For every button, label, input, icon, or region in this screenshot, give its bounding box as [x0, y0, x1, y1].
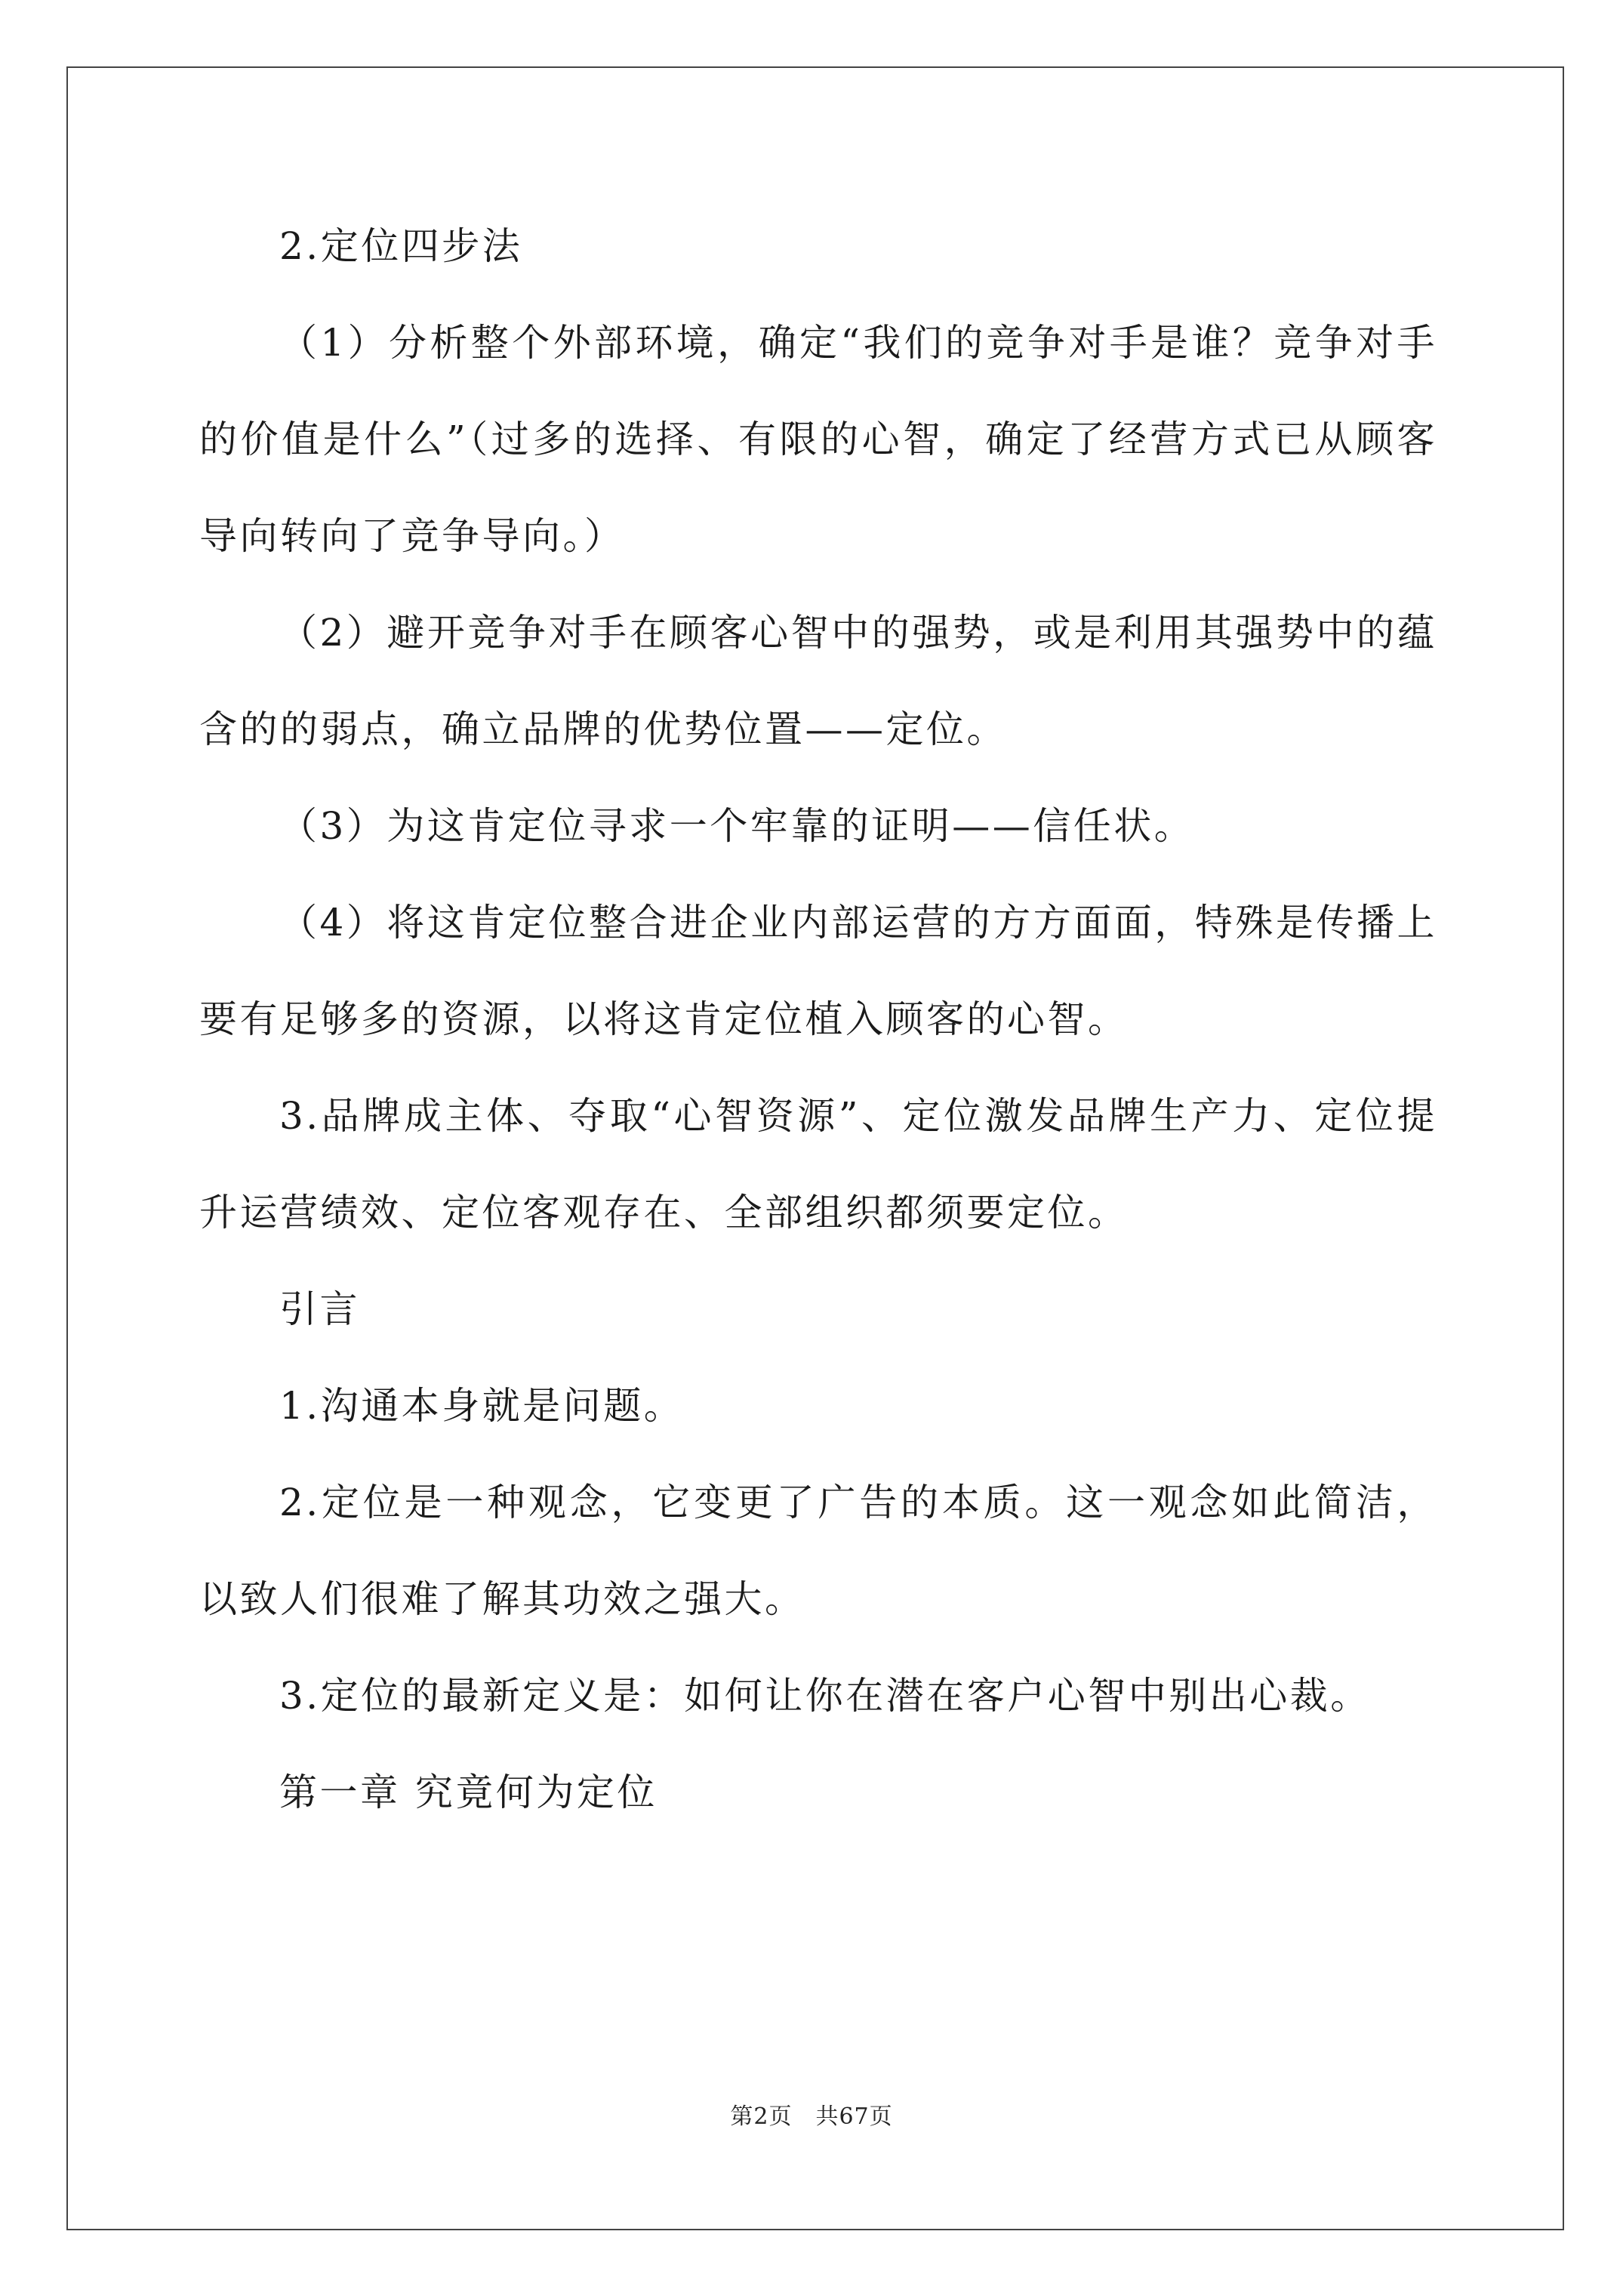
heading-introduction: 引言 — [279, 1287, 360, 1331]
paragraph-step-4: （4）将这肯定位整合进企业内部运营的方方面面，特殊是传播上要有足够多的资源，以将这肯定位植入顾客的心智。 — [199, 901, 1437, 1041]
paragraph-step-2: （2）避开竞争对手在顾客心智中的强势，或是利用其强势中的蕴含的的弱点，确立品牌的优势位置——定位。 — [199, 611, 1437, 751]
paragraph-step-3: （3）为这肯定位寻求一个牢靠的证明——信任状。 — [279, 804, 1195, 848]
paragraph-point-3: 3.品牌成主体、夺取“心智资源”、定位激发品牌生产力、定位提升运营绩效、定位客观存在、全部组织都须要定位。 — [199, 1094, 1437, 1234]
paragraph-intro-3: 3.定位的最新定义是：如何让你在潜在客户心智中别出心裁。 — [279, 1674, 1371, 1718]
heading-chapter-1: 第一章 究竟何为定位 — [279, 1771, 658, 1814]
paragraph-intro-1: 1.沟通本身就是问题。 — [279, 1384, 685, 1428]
heading-four-step-method: 2.定位四步法 — [279, 224, 523, 268]
page-number-footer: 第2页 共67页 — [730, 2103, 893, 2130]
paragraph-intro-2: 2.定位是一种观念，它变更了广告的本质。这一观念如此简洁，以致人们很难了解其功效之强大。 — [199, 1481, 1437, 1621]
paragraph-step-1: （1）分析整个外部环境，确定“我们的竞争对手是谁？竞争对手的价值是什么”（过多的选择、有限的心智，确定了经营方式已从顾客导向转向了竞争导向。） — [199, 321, 1437, 558]
document-body — [199, 198, 1437, 1841]
